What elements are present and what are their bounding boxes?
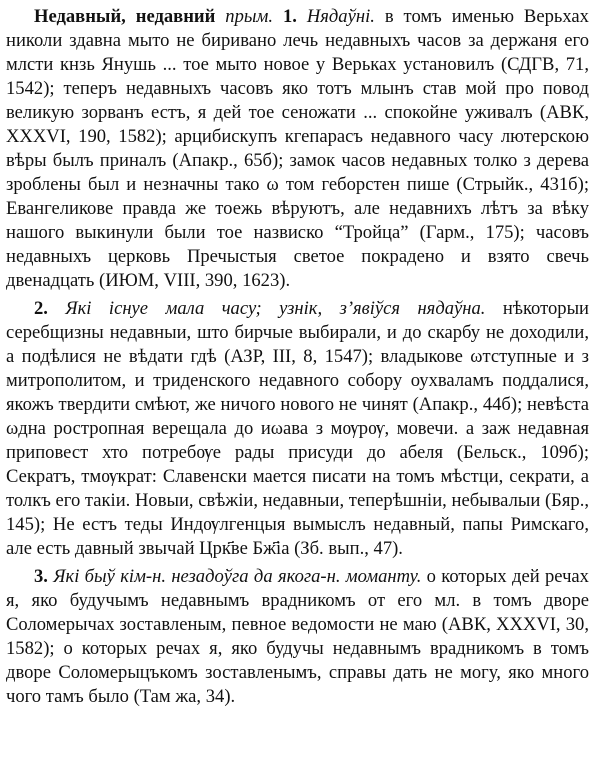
dictionary-page xyxy=(6,5,589,709)
sense-gloss: Які быў кім-н. незадоўга да якога-н. моманту. xyxy=(53,566,422,587)
sense-citations: нѣкоторыи серебщизны недавныи, што бирчые выбирали, и до скарбу не доходили, а подѣлися не вѣдати гдѣ (АЗР, III, 8, 1547); владыкове ωтступные и з митрополитом, и триденского недавного собору оухваламъ поддалися, якожъ твердити смѣют, же ничого нового не чинят (Апакр., 44б); невѣста ωдна ростропная верещала до иωава з мѹрѹ, мовечи. а заж недавная приповест хто потребѹе рады присуди до абеля (Бельск., 109б); Секратъ, тмѹкрат: Славенски мается писати на томъ мѣстци, секрати, а толкъ его такіи. Новыи, свѣжіи, недавныи, теперѣшніи, небывалыи (Бяр., 145); Не естъ теды Индѹлгенцыя вымыслъ недавный, папы Римскаго, але есть давный звычай Црк҃ве Бж҃іа (Зб. вып., 47). xyxy=(6,298,590,559)
sense-number: 2. xyxy=(34,298,48,319)
sense-number: 3. xyxy=(34,566,48,587)
sense-number: 1. xyxy=(282,6,297,27)
sense-citations: в томъ именью Верьхах николи здавна мыто не биривано лечь недавныхъ часов за держаня его млсти кнзь Янушь ... тое мыто новое у Верьках установилъ (СДГВ, 71, 1542); теперъ недавныхъ часовъ яко тотъ млынъ став мой про повод великую зорванъ естъ, я дей тое сеножати ... спокойне уживалъ (АВК, XXXVI, 190, 1582); арцибискупъ кгепарасъ недавного часу лютерскою вѣры былъ приналъ (Апакр., 65б); замок часов недавных толко з дерева зроблены был и незначны тако ω том геборстен пише (Стрыйк., 431б); Евангеликове правда же тоежь вѣруютъ, але недавнихъ лѣтъ за вѣку нашого выкинули были тое назвиско “Тройца” (Гарм., 175); часовъ недавныхъ церковь Пречыстыя светое покрадено и взято свечь двенадцать (ИЮМ, VIII, 390, 1623). xyxy=(6,6,589,291)
dictionary-entry-sense-1 xyxy=(6,5,589,293)
entry-headword: Недавный, недавний xyxy=(34,6,216,27)
sense-citations: о которых дей речах я, яко будучымъ недавнымъ врадникомъ от его мл. в томъ дворе Соломерычах зоставленым, певное ведомости не маю (АВК, XXXVI, 30, 1582); о которых речах я, яко будучы недавнымъ врадникомъ в томъ дворе Соломерыцъкомъ зоставленымъ, справы дать не могу, яко много чого тамъ было (Там жа, 34). xyxy=(6,566,589,707)
sense-gloss: Які існуе мала часу; узнік, з’явіўся нядаўна. xyxy=(65,298,486,319)
dictionary-entry-sense-2 xyxy=(6,297,589,561)
dictionary-entry-sense-3 xyxy=(6,565,589,709)
sense-gloss: Нядаўні. xyxy=(306,6,375,27)
part-of-speech-label: прым. xyxy=(225,6,273,27)
